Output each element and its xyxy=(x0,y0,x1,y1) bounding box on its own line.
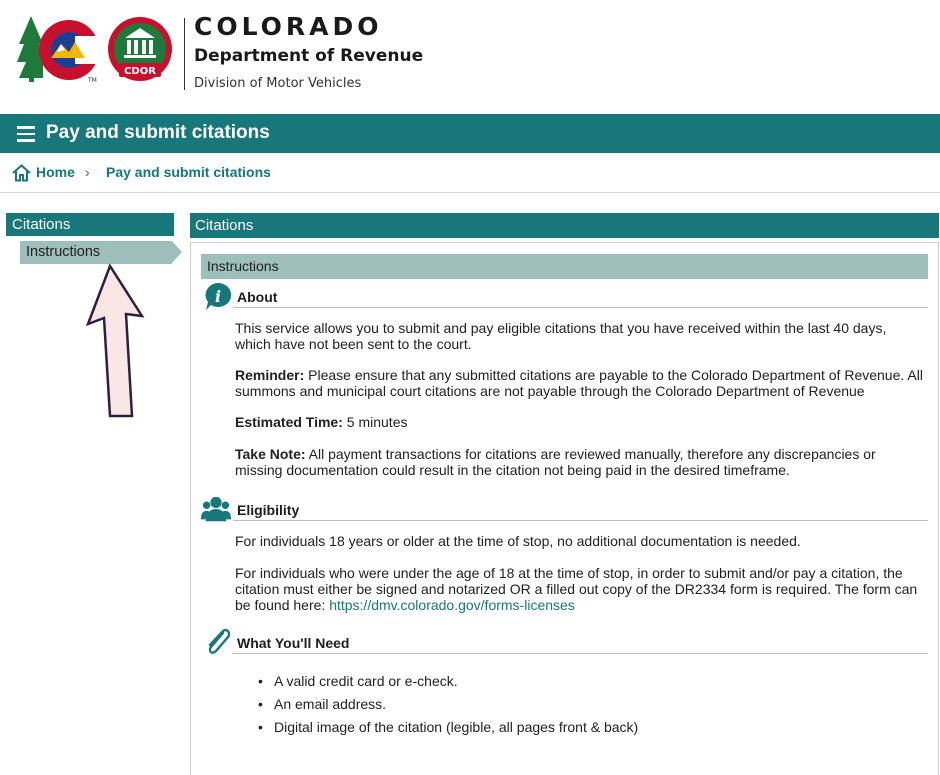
instructions-heading: Instructions xyxy=(201,254,928,279)
hamburger-menu-icon[interactable] xyxy=(17,126,35,141)
brand-department: Department of Revenue xyxy=(194,46,424,66)
reminder-label: Reminder: xyxy=(235,367,305,383)
forms-licenses-link[interactable]: https://dmv.colorado.gov/forms-licenses xyxy=(329,597,575,613)
breadcrumb xyxy=(0,153,940,193)
breadcrumb-current-link[interactable]: Pay and submit citations xyxy=(106,164,271,180)
need-title: What You'll Need xyxy=(237,635,350,651)
cdor-label: CDOR xyxy=(124,66,156,77)
site-header xyxy=(0,0,940,114)
about-description: This service allows you to submit and pay eligible citations that you have received within the last 40 days, which have not been sent to the court. xyxy=(235,320,887,352)
about-title: About xyxy=(237,289,278,305)
info-icon xyxy=(203,281,233,311)
eligibility-minors-text: For individuals who were under the age of 18 at the time of stop, in order to submit and/or pay a citation, the citation must either be signed and notarized OR a filled out copy of the DR2334 form is required. The form can be found here: xyxy=(235,565,918,613)
list-item: • An email address. xyxy=(258,696,638,719)
title-bar xyxy=(0,114,940,153)
need-list xyxy=(258,673,638,742)
about-take-note xyxy=(235,446,925,478)
reminder-text: Please ensure that any submitted citations are payable to the Colorado Department of Revenue. All summons and municipal court citations are not payable through the Colorado Department of Revenue xyxy=(235,367,923,399)
eligibility-divider xyxy=(233,520,928,521)
brand-state: COLORADO xyxy=(194,12,383,41)
users-icon xyxy=(201,494,231,524)
about-reminder xyxy=(235,367,925,399)
sidebar-item-pointer xyxy=(172,241,182,263)
tm-mark: TM xyxy=(88,77,97,84)
take-note-text: All payment transactions for citations are reviewed manually, therefore any discrepancies or missing documentation could result in the citation not being paid in the desired timeframe. xyxy=(235,446,876,478)
paperclip-icon xyxy=(203,627,233,657)
home-icon[interactable] xyxy=(12,164,31,182)
annotation-up-arrow-icon xyxy=(80,262,150,420)
list-item: • A valid credit card or e-check. xyxy=(258,673,638,696)
colorado-logo-icon[interactable] xyxy=(17,14,105,84)
cdor-seal-icon xyxy=(107,16,173,82)
logo-divider xyxy=(184,18,185,90)
eligibility-adults: For individuals 18 years or older at the time of stop, no additional documentation is needed. xyxy=(235,533,801,549)
main-heading: Citations xyxy=(190,213,939,238)
need-divider xyxy=(233,653,928,654)
svg-text:i: i xyxy=(214,287,222,306)
estimated-time-value: 5 minutes xyxy=(342,414,408,430)
about-divider xyxy=(233,307,928,308)
eligibility-title: Eligibility xyxy=(237,502,300,518)
list-item: • Digital image of the citation (legible, all pages front & back) xyxy=(258,719,638,742)
estimated-time-label: Estimated Time: xyxy=(235,414,343,430)
sidebar-item-instructions[interactable]: Instructions xyxy=(20,241,172,264)
about-estimated-time xyxy=(235,414,925,430)
page-title: Pay and submit citations xyxy=(46,122,270,143)
sidebar-heading: Citations xyxy=(6,213,174,236)
eligibility-minors xyxy=(235,565,925,613)
breadcrumb-home-link[interactable]: Home xyxy=(36,164,75,180)
take-note-label: Take Note: xyxy=(235,446,306,462)
brand-division: Division of Motor Vehicles xyxy=(194,76,362,91)
breadcrumb-separator: › xyxy=(85,164,90,180)
